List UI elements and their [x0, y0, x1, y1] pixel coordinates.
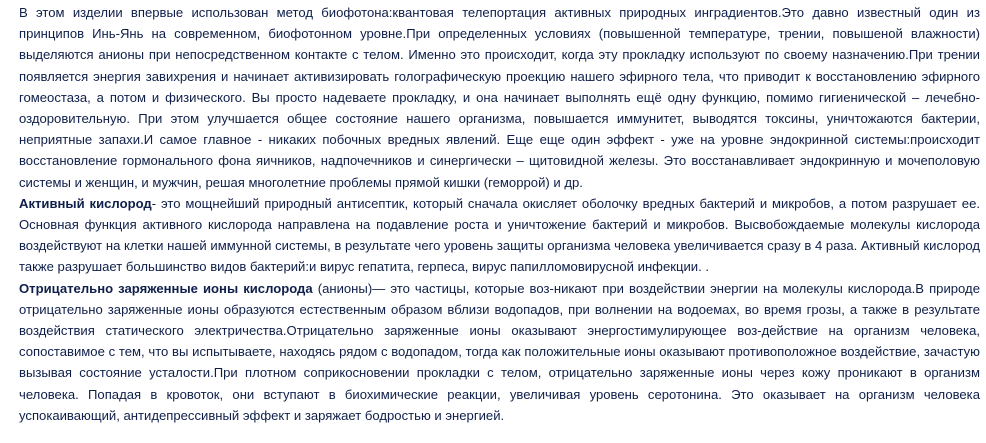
paragraph-intro	[19, 2, 980, 193]
term-active-oxygen: Активный кислород	[19, 195, 152, 211]
term-negative-ions: Отрицательно заряженные ионы кислорода	[19, 280, 313, 296]
paragraph-active-oxygen-text: - это мощнейший природный антисептик, который сначала окисляет оболочку вредных бактерий и микробов, а потом разрушает ее. Основная функция активного кислорода направлена на подавление роста и уничтожение бактерий и микробов. Высвобождаемые молекулы кислорода воздействуют на клетки нашей иммунной системы, в результате чего уровень защиты организма человека увеличивается сразу в 4 раза. Активный кислород также разрушает большинство видов бактерий:и вирус гепатита, герпеса, вирус папилломовирусной инфекции. .	[19, 195, 980, 275]
paragraph-active-oxygen	[19, 193, 980, 278]
paragraph-anions-text: (анионы)— это частицы, которые воз-никают при воздействии энергии на молекулы кислорода.В природе отрицательно заряженные ионы образуются естественным образом вблизи водопадов, при волнении на водоемах, во время грозы, а также в результате воздействия статического электричества.Отрицательно заряженные ионы оказывают энергостимулирующее воз-действие на организм человека, сопоставимое с тем, что вы испытываете, находясь рядом с водопадом, тогда как положительные ионы оказывают противоположное воздействие, зачастую вызывая состояние усталости.При плотном соприкосновении прокладки с телом, отрицательно заряженные ионы через кожу проникают в организм человека. Попадая в кровоток, они вступают в биохимические реакции, увеличивая уровень серотонина. Это оказывает на организм человека успокаивающий, антидепрессивный эффект и заряжает бодростью и энергией.	[19, 280, 980, 423]
paragraph-intro-text: В этом изделии впервые использован метод биофотона:квантовая телепортация активных природных инградиентов.Это давно известный один из принципов Инь-Янь на современном, биофотонном уровне.При определенных условиях (повышенной температуре, трении, повышеной влажности) выделяются анионы при непосредственном контакте с телом. Именно это происходит, когда эту прокладку используют по своему назначению.При трении появляется энергия завихрения и начинает активизировать голографическую проекцию нашего эфирного тела, что приводит к восстановлению эфирного гомеостаза, а потом и физического. Вы просто надеваете прокладку, и она начинает выполнять ещё одну функцию, помимо гигиенической – лечебно-оздоровительную. При этом улучшается общее состояние нашего организма, повышается иммунитет, выводятся токсины, уничтожаются бактерии, неприятные запахи.И самое главное - никаких побочных вредных явлений. Еще еще один эффект - уже на уровне эндокринной системы:происходит восстановление гормонального фона яичников, надпочечников и синергически – щитовидной железы. Это восстанавливает эндокринную и мочеполовую системы и женщин, и мужчин, решая многолетние проблемы прямой кишки (геморрой) и др.	[19, 5, 980, 190]
paragraph-anions	[19, 278, 980, 426]
